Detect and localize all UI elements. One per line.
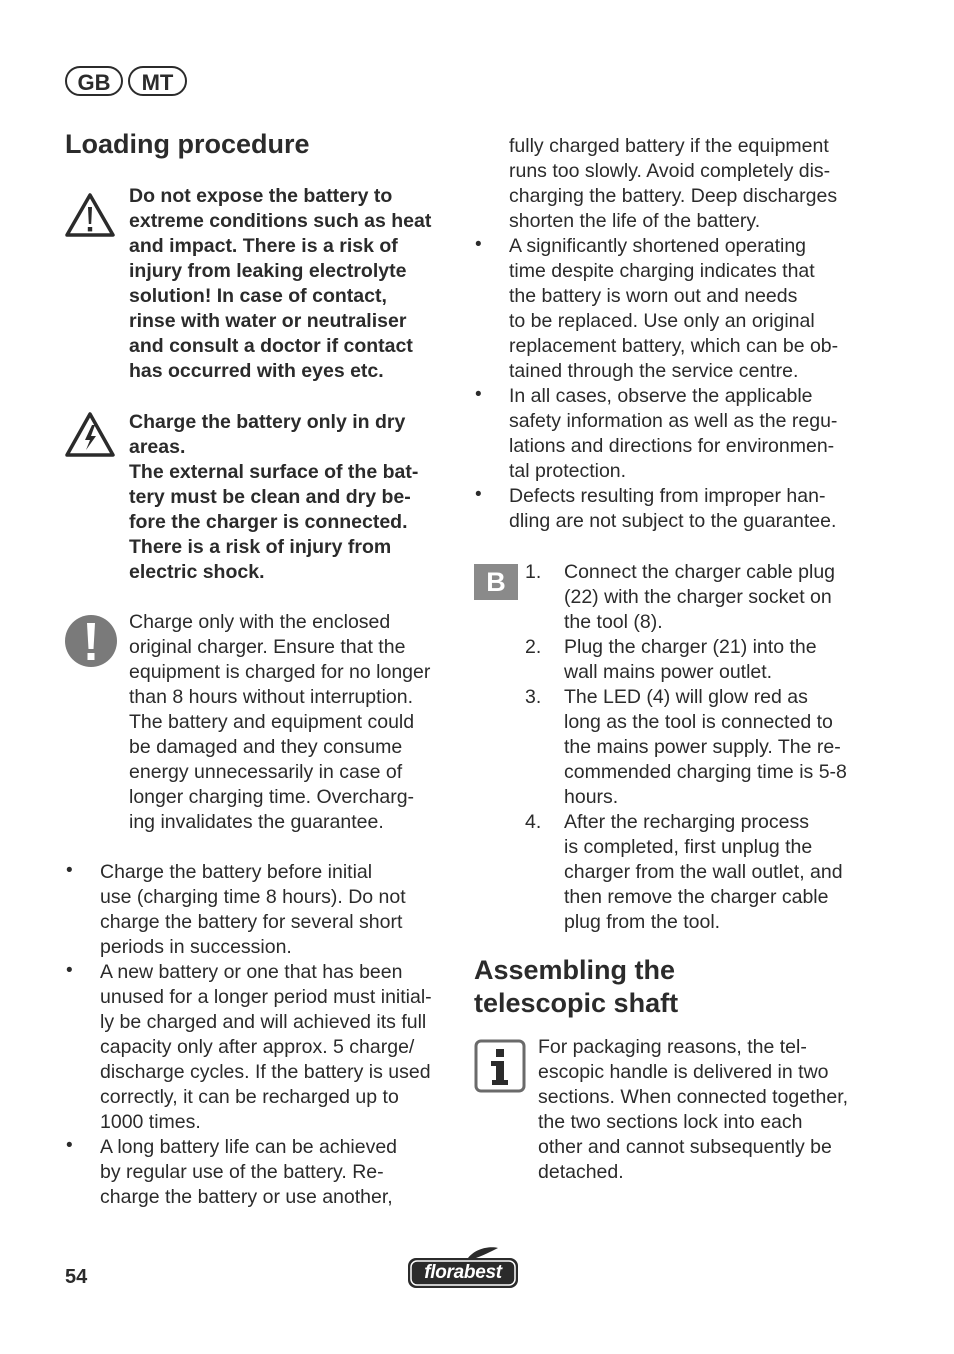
- list-item: A new battery or one that has been unused for a longer period must initial- ly be charged and will achieved its full capacity only after approx. 5 charge/ discharge cycles. If the battery is used correctly, it can be recharged up to 1000 times.: [100, 961, 432, 1133]
- step-number: 1.: [525, 561, 542, 583]
- note-text: Charge only with the enclosed original charger. Ensure that the equipment is charged for no longer than 8 hours without interruption. The battery and equipment could be damaged and they consume energy unnecessarily in case of longer charging time. Overcharg- ing invalidates the guarantee.: [129, 611, 431, 833]
- electric-shock-warning-icon: [64, 411, 116, 459]
- step-number: 4.: [525, 811, 542, 833]
- figure-label-badge: B: [474, 564, 518, 600]
- list-item: A long battery life can be achieved by regular use of the battery. Re- charge the battery or use another,: [100, 1136, 398, 1208]
- warning-icon: [64, 192, 116, 238]
- page-number: 54: [65, 1266, 88, 1288]
- list-item: Charge the battery before initial use (charging time 8 hours). Do not charge the battery for several short periods in succession.: [100, 861, 406, 958]
- warning-text-1: Do not expose the battery to extreme conditions such as heat and impact. There is a risk of injury from leaking electrolyte solution! In case of contact, rinse with water or neutraliser and consult a doctor if contact has occurred with eyes etc.: [129, 185, 432, 382]
- continued-paragraph: fully charged battery if the equipment runs too slowly. Avoid completely dis- charging the battery. Deep discharges shorten the life of the battery.: [509, 135, 838, 232]
- section-title-telescopic-shaft: Assembling the telescopic shaft: [474, 955, 679, 1018]
- bullet-marker: •: [475, 234, 482, 255]
- bullet-marker: •: [475, 484, 482, 505]
- bullet-marker: •: [66, 1135, 73, 1156]
- section-title-loading: Loading procedure: [65, 129, 310, 159]
- step-number: 2.: [525, 636, 542, 658]
- warning-text-2: Charge the battery only in dry areas. The external surface of the bat- tery must be clean and dry be- fore the charger is connected. There is a risk of injury from electric shock.: [129, 411, 419, 583]
- step-text: The LED (4) will glow red as long as the tool is connected to the mains power supply. The re- commended charging time is 5-8 hours.: [564, 686, 847, 808]
- step-text: Connect the charger cable plug (22) with the charger socket on the tool (8).: [564, 561, 836, 633]
- bullet-marker: •: [66, 860, 73, 881]
- florabest-logo: florabest: [406, 1246, 520, 1290]
- bullet-marker: •: [66, 960, 73, 981]
- info-text: For packaging reasons, the tel- escopic handle is delivered in two sections. When connected together, the two sections lock into each other and cannot subsequently be detached.: [538, 1036, 849, 1183]
- language-badge-gb: GB: [65, 66, 123, 96]
- bullet-marker: •: [475, 384, 482, 405]
- list-item: In all cases, observe the applicable safety information as well as the regu- lations and directions for environmen- tal protection.: [509, 385, 838, 482]
- step-number: 3.: [525, 686, 542, 708]
- list-item: Defects resulting from improper han- dling are not subject to the guarantee.: [509, 485, 837, 532]
- step-text: Plug the charger (21) into the wall mains power outlet.: [564, 636, 817, 683]
- exclamation-icon: [64, 614, 118, 668]
- list-item: A significantly shortened operating time despite charging indicates that the battery is worn out and needs to be replaced. Use only an original replacement battery, which can be ob- tained through the service centre.: [509, 235, 839, 382]
- step-text: After the recharging process is completed, first unplug the charger from the wall outlet, and then remove the charger cable plug from the tool.: [564, 811, 843, 933]
- info-icon: [474, 1039, 526, 1093]
- language-badge-mt: MT: [128, 66, 187, 96]
